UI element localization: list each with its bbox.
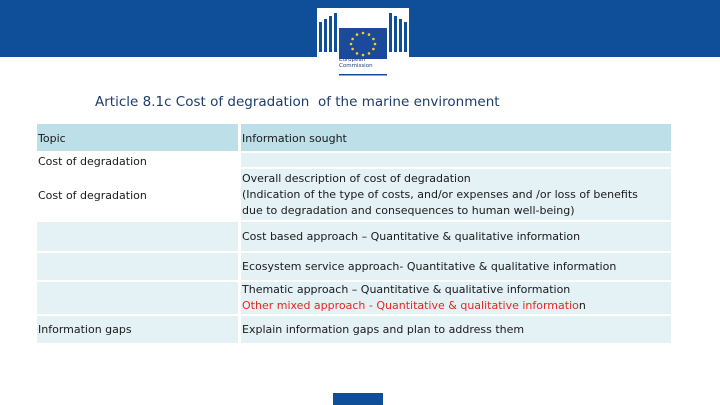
row-topic: Cost of degradation <box>38 155 147 168</box>
row-topic: Information gaps <box>38 323 132 336</box>
bottom-accent-tab <box>333 393 383 405</box>
row-info-line-1: Cost based approach – Quantitative & qualitative information <box>242 230 581 243</box>
logo-wordmark <box>339 57 389 69</box>
row-info-line-2 <box>242 298 586 313</box>
table-cell-information <box>241 222 671 251</box>
row-info-line-1: Ecosystem service approach- Quantitative & qualitative information <box>242 260 617 273</box>
logo-line-2: Commission <box>339 63 373 69</box>
table-row <box>37 253 671 280</box>
table-cell-information <box>241 316 671 343</box>
table-cell-information <box>241 169 671 220</box>
table-row <box>37 153 671 167</box>
table-cell-topic <box>37 316 238 343</box>
table-cell-topic <box>37 222 238 251</box>
table-cell-information <box>241 253 671 280</box>
slide-title: Article 8.1c Cost of degradation of the marine environment <box>95 94 500 110</box>
header-topic-label: Topic <box>38 132 66 145</box>
header-cell-information <box>241 124 671 151</box>
table-row <box>37 222 671 251</box>
table-cell-topic <box>37 282 238 314</box>
table-cell-topic <box>37 253 238 280</box>
logo-line-1: European <box>339 57 366 63</box>
row-info-line-1: Overall description of cost of degradation <box>242 172 471 185</box>
row-topic: Cost of degradation <box>38 189 147 202</box>
table-row <box>37 316 671 343</box>
header-cell-topic <box>37 124 238 151</box>
row-info-line-3: due to degradation and consequences to human well-being) <box>242 204 575 217</box>
table-row <box>37 169 671 220</box>
row-info-line-1: Thematic approach – Quantitative & qualitative information <box>242 283 571 296</box>
table-cell-information <box>241 153 671 167</box>
table-cell-topic <box>37 153 238 167</box>
table-cell-topic <box>37 169 238 220</box>
row-info-red-text: Other mixed approach - Quantitative & qualitative informatio <box>242 299 579 312</box>
table-row <box>37 282 671 314</box>
table-cell-information <box>241 282 671 314</box>
row-info-line-2: (Indication of the type of costs, and/or expenses and /or loss of benefits <box>242 188 638 201</box>
row-info-red-tail: n <box>578 299 586 312</box>
header-information-label: Information sought <box>242 132 347 145</box>
row-info-line-1: Explain information gaps and plan to address them <box>242 323 525 336</box>
table-header-row <box>37 124 671 151</box>
